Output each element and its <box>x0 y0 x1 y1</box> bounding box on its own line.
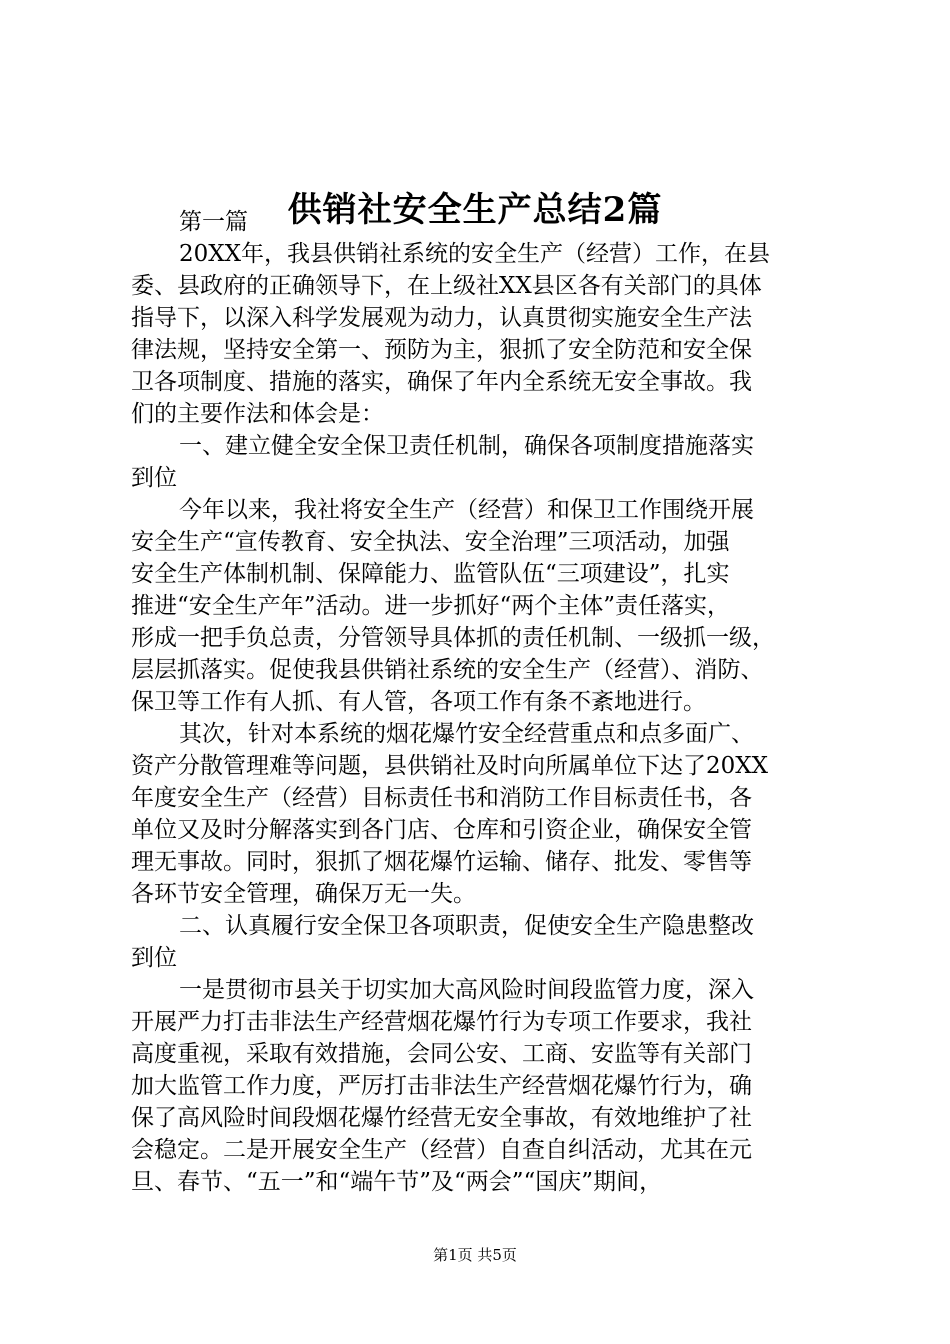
body-text-line: 其次，针对本系统的烟花爆竹安全经营重点和点多面广、 <box>179 721 754 747</box>
body-text-line: 卫各项制度、措施的落实，确保了年内全系统无安全事故。我 <box>131 369 752 395</box>
body-text-line: 一是贯彻市县关于切实加大高风险时间段监管力度，深入 <box>179 977 754 1003</box>
body-text-line: 保了高风险时间段烟花爆竹经营无安全事故，有效地维护了社 <box>131 1105 752 1131</box>
body-text-line: 今年以来，我社将安全生产（经营）和保卫工作围绕开展 <box>179 497 754 523</box>
body-text-line: 加大监管工作力度，严厉打击非法生产经营烟花爆竹行为，确 <box>131 1073 752 1099</box>
body-text-line: 到位 <box>131 945 177 971</box>
body-text-line: 到位 <box>131 465 177 491</box>
body-text-line: 推进“安全生产年”活动。进一步抓好“两个主体”责任落实， <box>131 593 731 619</box>
body-text-line: 们的主要作法和体会是： <box>131 401 384 427</box>
page-number-footer: 第1页 共5页 <box>433 1246 517 1264</box>
body-text-line: 旦、春节、“五一”和“端午节”及“两会”“国庆”期间， <box>131 1169 663 1195</box>
body-text-line: 委、县政府的正确领导下，在上级社XX县区各有关部门的具体 <box>131 273 762 299</box>
body-text-line: 保卫等工作有人抓、有人管，各项工作有条不紊地进行。 <box>131 689 706 715</box>
body-text-line: 20XX年，我县供销社系统的安全生产（经营）工作，在县 <box>179 241 771 267</box>
body-text-line: 一、建立健全安全保卫责任机制，确保各项制度措施落实 <box>179 433 754 459</box>
body-text-line: 年度安全生产（经营）目标责任书和消防工作目标责任书，各 <box>131 785 752 811</box>
body-text-line: 各环节安全管理，确保万无一失。 <box>131 881 476 907</box>
body-text-line: 开展严力打击非法生产经营烟花爆竹行为专项工作要求，我社 <box>131 1009 752 1035</box>
body-text-line: 形成一把手负总责，分管领导具体抓的责任机制、一级抓一级， <box>131 625 775 651</box>
body-text-line: 指导下，以深入科学发展观为动力，认真贯彻实施安全生产法 <box>131 305 752 331</box>
body-text-line: 单位又及时分解落实到各门店、仓库和引资企业，确保安全管 <box>131 817 752 843</box>
document-title: 供销社安全生产总结2篇 <box>287 190 663 230</box>
body-text-line: 安全生产“宣传教育、安全执法、安全治理”三项活动，加强 <box>131 529 730 555</box>
body-text-line: 第一篇 <box>179 209 248 235</box>
body-text-line: 安全生产体制机制、保障能力、监管队伍“三项建设”，扎实 <box>131 561 730 587</box>
document-body <box>131 206 831 1198</box>
body-text-line: 律法规，坚持安全第一、预防为主，狠抓了安全防范和安全保 <box>131 337 752 363</box>
body-text-line: 资产分散管理难等问题，县供销社及时向所属单位下达了20XX <box>131 753 769 779</box>
body-text-line: 会稳定。二是开展安全生产（经营）自查自纠活动，尤其在元 <box>131 1137 752 1163</box>
body-text-line: 层层抓落实。促使我县供销社系统的安全生产（经营）、消防、 <box>131 657 764 683</box>
body-text-line: 二、认真履行安全保卫各项职责，促使安全生产隐患整改 <box>179 913 754 939</box>
body-text-line: 理无事故。同时，狠抓了烟花爆竹运输、储存、批发、零售等 <box>131 849 752 875</box>
body-text-line: 高度重视，采取有效措施，会同公安、工商、安监等有关部门 <box>131 1041 752 1067</box>
